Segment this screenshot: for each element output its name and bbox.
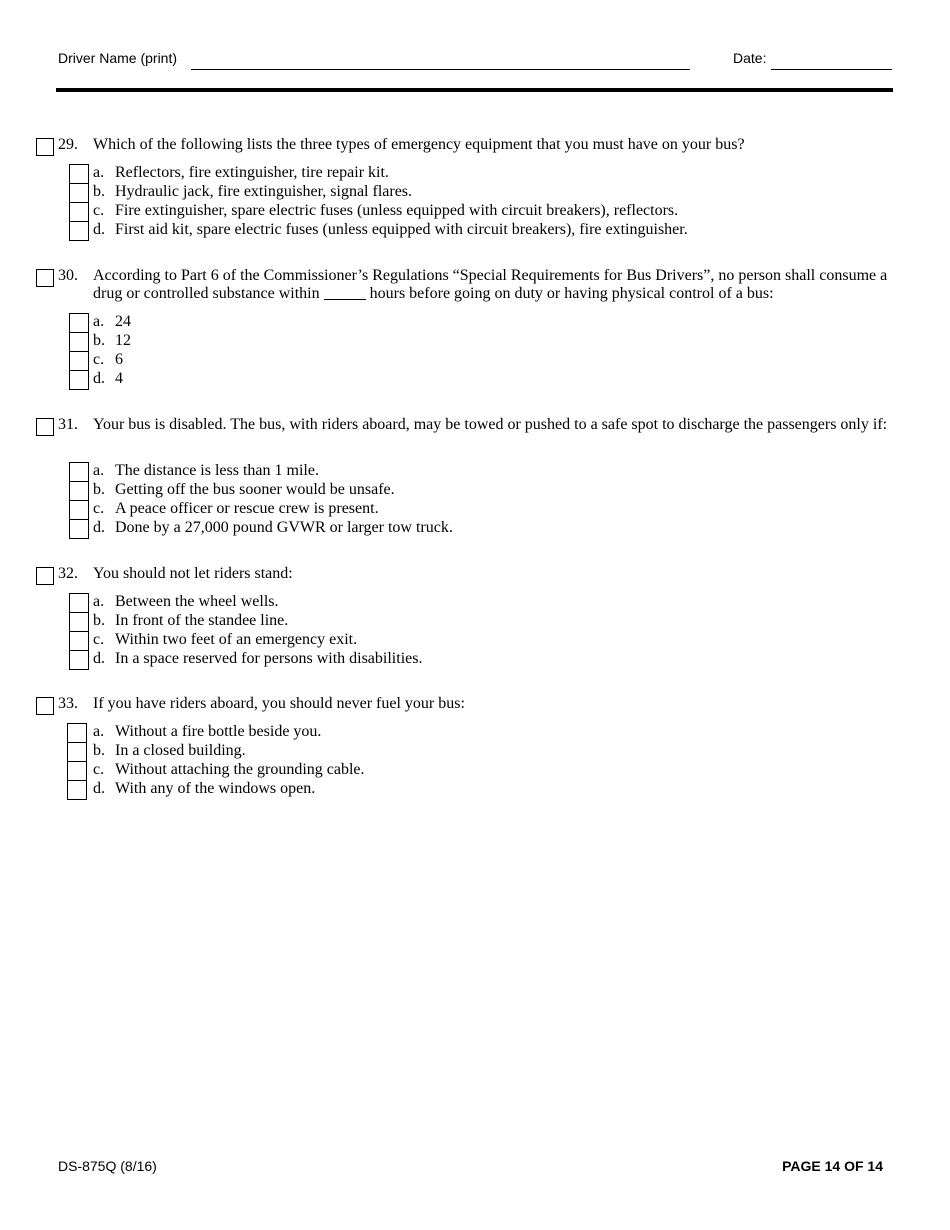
option-a — [0, 164, 900, 183]
option-a — [0, 723, 900, 742]
option-letter: a. — [93, 164, 105, 181]
option-d-checkbox[interactable] — [69, 650, 89, 670]
option-letter: a. — [93, 462, 105, 479]
option-text: 4 — [115, 370, 123, 387]
question-text: If you have riders aboard, you should never fuel your bus: — [93, 695, 465, 712]
driver-name-field[interactable] — [191, 69, 690, 70]
option-text: Reflectors, fire extinguisher, tire repair kit. — [115, 164, 389, 181]
option-text: Done by a 27,000 pound GVWR or larger tow truck. — [115, 519, 453, 536]
option-d — [0, 519, 900, 538]
question-29-checkbox[interactable] — [36, 138, 54, 156]
question-text-part-2: hours before going on duty or having physical control of a bus: — [369, 285, 774, 302]
option-b-checkbox[interactable] — [69, 332, 89, 352]
option-b — [0, 183, 900, 202]
option-d — [0, 221, 900, 240]
question-33-checkbox[interactable] — [36, 697, 54, 715]
option-c — [0, 761, 900, 780]
option-c — [0, 631, 900, 650]
option-text: A peace officer or rescue crew is present. — [115, 500, 379, 517]
option-b-checkbox[interactable] — [69, 183, 89, 203]
option-text: 6 — [115, 351, 123, 368]
option-text: In front of the standee line. — [115, 612, 289, 629]
option-text: Fire extinguisher, spare electric fuses (unless equipped with circuit breakers), reflectors. — [115, 202, 679, 219]
question-text: You should not let riders stand: — [93, 565, 293, 582]
question-number: 30. — [58, 267, 78, 284]
option-c-checkbox[interactable] — [67, 761, 87, 781]
form-id: DS-875Q (8/16) — [58, 1158, 157, 1174]
option-c — [0, 500, 900, 519]
option-c-checkbox[interactable] — [69, 631, 89, 651]
option-c — [0, 202, 900, 221]
option-letter: d. — [93, 370, 105, 387]
question-text-part-1: According to Part 6 of the Commissioner’s Regulations “Special Requirements for Bus Drivers”, no person shall consume a drug or controlled substance within — [93, 267, 888, 302]
date-field[interactable] — [771, 69, 892, 70]
option-b — [0, 332, 900, 351]
option-c-checkbox[interactable] — [69, 351, 89, 371]
date-label: Date: — [733, 50, 767, 66]
option-a — [0, 313, 900, 332]
option-b — [0, 742, 900, 761]
option-text: In a closed building. — [115, 742, 246, 759]
option-letter: c. — [93, 631, 105, 648]
option-letter: c. — [93, 500, 105, 517]
option-c — [0, 351, 900, 370]
option-d — [0, 650, 900, 669]
question-text — [93, 267, 893, 303]
option-b — [0, 612, 900, 631]
option-text: Without attaching the grounding cable. — [115, 761, 365, 778]
option-letter: a. — [93, 313, 105, 330]
option-d-checkbox[interactable] — [69, 519, 89, 539]
driver-name-label: Driver Name (print) — [58, 50, 178, 66]
question-30-checkbox[interactable] — [36, 269, 54, 287]
option-text: 12 — [115, 332, 131, 349]
question-number: 31. — [58, 416, 78, 433]
option-letter: c. — [93, 351, 105, 368]
fill-in-blank — [324, 299, 366, 300]
option-text: In a space reserved for persons with disabilities. — [115, 650, 423, 667]
question-number: 33. — [58, 695, 78, 712]
option-letter: c. — [93, 202, 105, 219]
option-text: Within two feet of an emergency exit. — [115, 631, 358, 648]
option-b-checkbox[interactable] — [69, 612, 89, 632]
option-d-checkbox[interactable] — [69, 370, 89, 390]
option-letter: d. — [93, 650, 105, 667]
question-31-checkbox[interactable] — [36, 418, 54, 436]
option-a-checkbox[interactable] — [69, 164, 89, 184]
option-text: Getting off the bus sooner would be unsafe. — [115, 481, 395, 498]
option-text: Between the wheel wells. — [115, 593, 279, 610]
option-letter: b. — [93, 481, 105, 498]
option-letter: d. — [93, 221, 105, 238]
option-d — [0, 780, 900, 799]
option-a-checkbox[interactable] — [69, 313, 89, 333]
option-text: The distance is less than 1 mile. — [115, 462, 319, 479]
option-c-checkbox[interactable] — [69, 202, 89, 222]
option-b-checkbox[interactable] — [69, 481, 89, 501]
page-number: PAGE 14 OF 14 — [782, 1158, 883, 1174]
option-a-checkbox[interactable] — [69, 593, 89, 613]
option-a-checkbox[interactable] — [69, 462, 89, 482]
question-32-checkbox[interactable] — [36, 567, 54, 585]
option-text: Hydraulic jack, fire extinguisher, signal flares. — [115, 183, 413, 200]
option-d — [0, 370, 900, 389]
option-letter: a. — [93, 723, 105, 740]
option-b-checkbox[interactable] — [67, 742, 87, 762]
question-text: Which of the following lists the three types of emergency equipment that you must have on your bus? — [93, 136, 745, 153]
option-text: Without a fire bottle beside you. — [115, 723, 322, 740]
question-text: Your bus is disabled. The bus, with riders aboard, may be towed or pushed to a safe spot to discharge the passengers only if: — [93, 416, 888, 433]
option-d-checkbox[interactable] — [69, 221, 89, 241]
option-letter: c. — [93, 761, 105, 778]
option-text: 24 — [115, 313, 131, 330]
option-a-checkbox[interactable] — [67, 723, 87, 743]
option-letter: b. — [93, 612, 105, 629]
option-letter: a. — [93, 593, 105, 610]
header-divider — [56, 88, 893, 92]
option-letter: b. — [93, 742, 105, 759]
option-d-checkbox[interactable] — [67, 780, 87, 800]
question-number: 29. — [58, 136, 78, 153]
option-letter: b. — [93, 332, 105, 349]
option-letter: b. — [93, 183, 105, 200]
option-c-checkbox[interactable] — [69, 500, 89, 520]
option-text: First aid kit, spare electric fuses (unless equipped with circuit breakers), fire extinguisher. — [115, 221, 688, 238]
question-number: 32. — [58, 565, 78, 582]
option-letter: d. — [93, 780, 105, 797]
option-a — [0, 462, 900, 481]
option-text: With any of the windows open. — [115, 780, 316, 797]
option-a — [0, 593, 900, 612]
option-letter: d. — [93, 519, 105, 536]
option-b — [0, 481, 900, 500]
